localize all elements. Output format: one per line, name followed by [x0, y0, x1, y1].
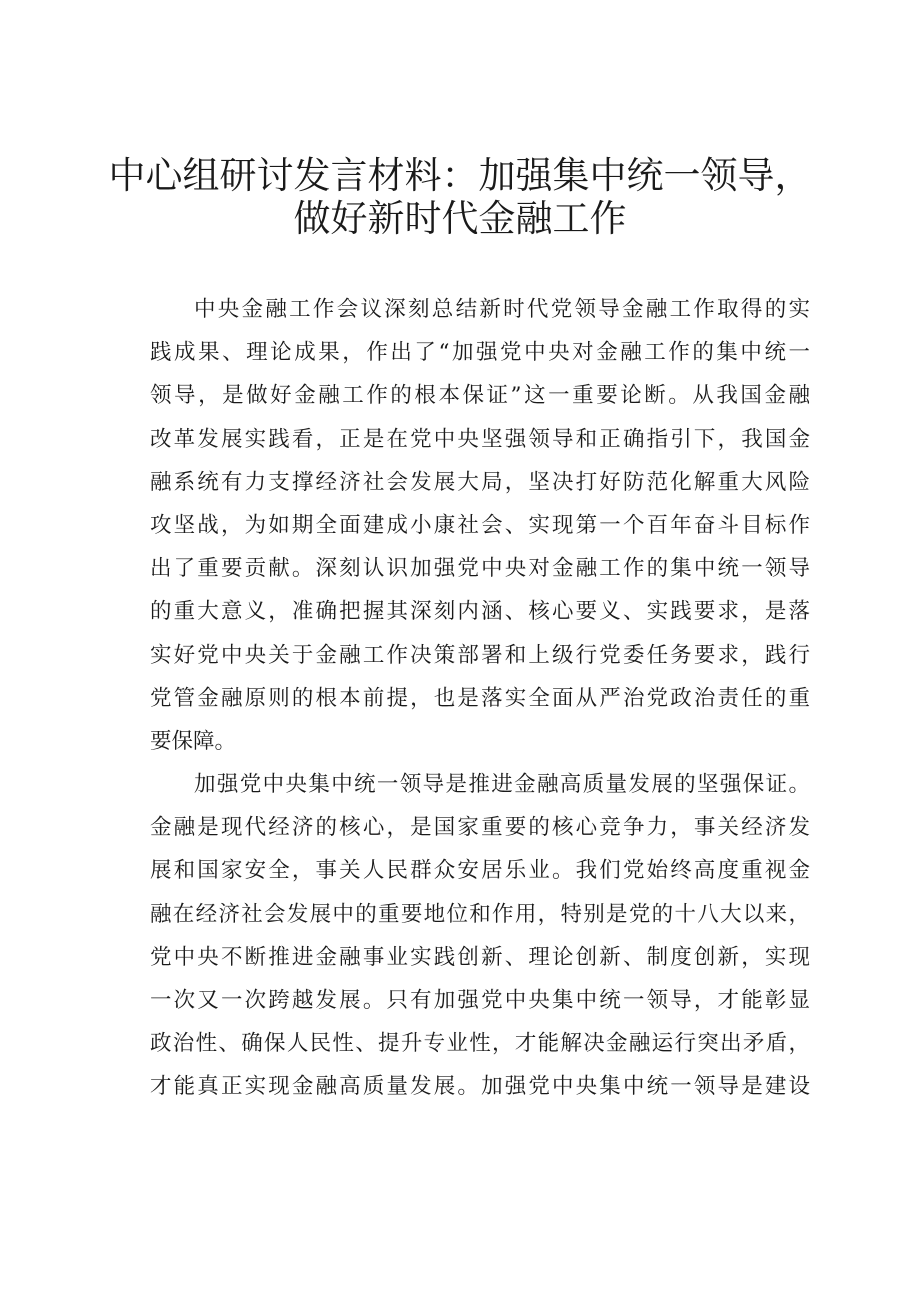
paragraph-line: 攻坚战，为如期全面建成小康社会、实现第一个百年奋斗目标作 [150, 512, 810, 538]
paragraph-line: 融在经济社会发展中的重要地位和作用，特别是党的十八大以来， [150, 901, 810, 927]
paragraph-line: 领导，是做好金融工作的根本保证”这一重要论断。从我国金融 [150, 383, 810, 409]
paragraph-line: 政治性、确保人民性、提升专业性，才能解决金融运行突出矛盾， [150, 1031, 810, 1057]
paragraph-line: 才能真正实现金融高质量发展。加强党中央集中统一领导是建设 [150, 1074, 810, 1100]
paragraph-line: 党管金融原则的根本前提，也是落实全面从严治党政治责任的重 [150, 685, 810, 711]
paragraph-line: 融系统有力支撑经济社会发展大局，坚决打好防范化解重大风险 [150, 469, 810, 495]
paragraph-2 [150, 763, 810, 1109]
paragraph-line: 中央金融工作会议深刻总结新时代党领导金融工作取得的实 [194, 297, 810, 322]
paragraph-line: 一次又一次跨越发展。只有加强党中央集中统一领导，才能彰显 [150, 988, 810, 1013]
paragraph-line: 展和国家安全，事关人民群众安居乐业。我们党始终高度重视金 [150, 858, 810, 884]
paragraph-line: 改革发展实践看，正是在党中央坚强领导和正确指引下，我国金 [150, 426, 810, 452]
document-title [0, 150, 920, 241]
paragraph-line: 党中央不断推进金融事业实践创新、理论创新、制度创新，实现 [150, 944, 810, 970]
title-line-2: 做好新时代金融工作 [293, 197, 627, 241]
paragraph-line: 出了重要贡献。深刻认识加强党中央对金融工作的集中统一领导 [150, 556, 810, 582]
paragraph-1 [150, 288, 810, 763]
title-line-1: 中心组研讨发言材料：加强集中统一领导， [108, 154, 812, 197]
paragraph-line: 的重大意义，准确把握其深刻内涵、核心要义、实践要求，是落 [150, 599, 810, 625]
paragraph-line: 要保障。 [150, 728, 237, 754]
paragraph-line: 金融是现代经济的核心，是国家重要的核心竞争力，事关经济发 [150, 815, 810, 841]
paragraph-line: 践成果、理论成果，作出了“加强党中央对金融工作的集中统一 [150, 340, 810, 366]
paragraph-line: 实好党中央关于金融工作决策部署和上级行党委任务要求，践行 [150, 642, 810, 668]
document-body [150, 288, 810, 1109]
paragraph-line: 加强党中央集中统一领导是推进金融高质量发展的坚强保证。 [194, 772, 810, 798]
